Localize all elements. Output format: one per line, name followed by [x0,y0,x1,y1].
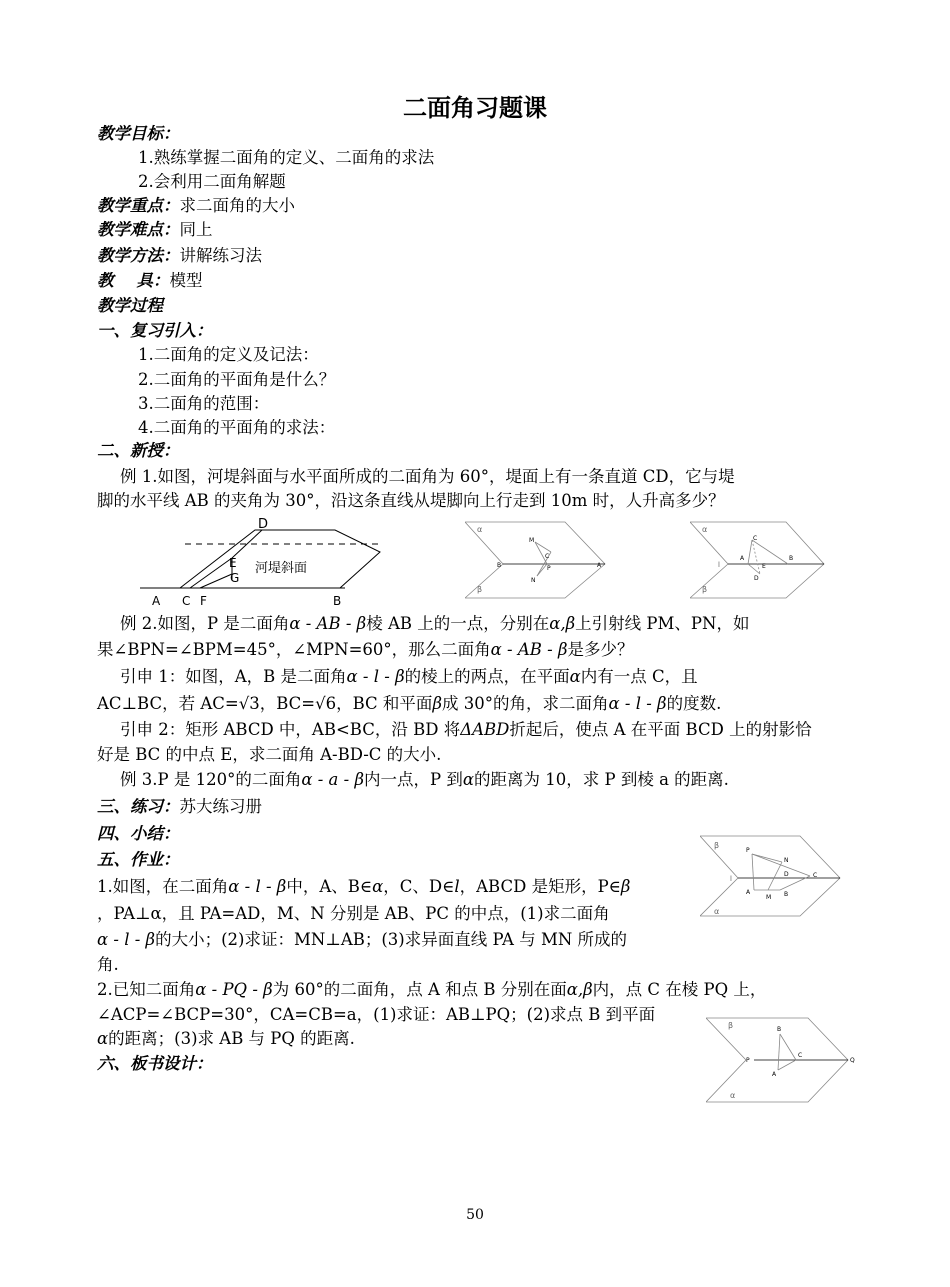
ext1-text-5: 成 30°的角，求二面角 [441,694,609,713]
fig2-label-beta: β [477,585,483,594]
difficulty-label: 教学难点： [97,220,180,239]
fig1-label-g: G [230,571,240,585]
homework-2-line-3 [97,1028,355,1050]
ext2-math-1: ΔABD [460,720,510,739]
fig3-label-c: C [753,535,758,542]
fig2-label-c: C [545,553,550,560]
section-4-label: 四、小结： [97,824,180,843]
ex3-text-3: 的距离为 10，求 P 到棱 a 的距离. [474,770,729,789]
page-number: 50 [466,1207,484,1223]
ext1-math-3: β [432,694,442,713]
focus-label: 教学重点： [97,196,180,215]
hw1-math-2: α [372,877,384,896]
extension-2-line-1 [120,719,812,741]
ex2-text-5: 是多少？ [567,640,634,659]
ext1-text-4: AC⊥BC，若 AC=√3，BC=√6，BC 和平面 [97,694,433,713]
objectives-label: 教学目标： [97,124,180,143]
tools-label: 教 具： [97,271,170,290]
review-2: 2.二面角的平面角是什么？ [138,370,336,389]
hw2-math-1: α - PQ - β [195,980,273,999]
fig3-label-alpha: α [702,525,708,534]
fig4-label-n: N [784,857,789,864]
hw2-math-2: α,β [566,980,593,999]
homework-1-line-3 [97,929,627,951]
fig1-label-e: E [229,556,237,570]
hw2-text-4: 的距离；(3)求 AB 与 PQ 的距离. [108,1029,355,1048]
ext1-text-6: 的度数. [666,694,722,713]
fig3-label-l: l [718,561,720,569]
figure-homework-2 [706,1014,856,1104]
section-3-label: 三、练习： [97,797,180,816]
fig2-label-alpha: α [477,525,483,534]
difficulty-text: 同上 [179,220,213,239]
ext1-text-1: 引申 1：如图，A，B 是二面角 [120,667,347,686]
homework-2-line-2: ∠ACP=∠BCP=30°，CA=CB=a，(1)求证：AB⊥PQ；(2)求点 B 到平面 [97,1005,656,1024]
hw1-math-4: β [620,877,631,896]
hw1-math-3: l [454,877,460,896]
fig4-label-alpha: α [714,907,720,916]
focus-line [97,195,295,217]
fig5-label-beta: β [728,1021,734,1030]
fig2-label-a: A [597,562,602,569]
ext1-text-3: 内有一点 C，且 [580,667,698,686]
hw1-math-5: α - l - β [97,930,156,949]
objective-1: 1.熟练掌握二面角的定义、二面角的求法 [138,148,435,167]
hw1-math-1: α - l - β [228,877,287,896]
figure-dihedral-extension [690,518,830,600]
ex2-text-1: 例 2.如图，P 是二面角 [120,614,290,633]
figure-embankment [140,512,390,608]
hw1-text-1: 1.如图，在二面角 [97,877,229,896]
method-text: 讲解练习法 [179,246,262,265]
hw1-text-4: ，ABCD 是矩形，P∈ [459,877,621,896]
section-2-label: 二、新授： [97,441,180,460]
fig1-label-a: A [152,594,161,608]
ex2-math-3: α - AB - β [490,640,568,659]
example-2-line-1 [120,613,749,635]
page-title: 二面角习题课 [403,94,547,122]
homework-1-line-4: 角. [97,955,119,974]
fig4-label-b: B [784,891,789,898]
ext1-text-2: 的棱上的两点，在平面 [404,667,570,686]
example-1-line-2: 脚的水平线 AB 的夹角为 30°，沿这条直线从堤脚向上行走到 10m 时，人升高多少？ [97,491,725,510]
hw1-text-3: ，C、D∈ [383,877,455,896]
fig2-label-b: B [497,562,502,569]
process-label: 教学过程 [97,296,163,315]
ext2-text-2: 折起后，使点 A 在平面 BCD 上的射影恰 [509,720,812,739]
ex2-math-2: α,β [549,614,576,633]
example-3-line [120,769,729,791]
homework-1-line-2: ，PA⊥α，且 PA=AD，M、N 分别是 AB、PC 的中点，(1)求二面角 [97,904,610,923]
fig4-label-c: C [813,872,818,879]
fig2-label-n: N [531,577,536,584]
ex3-math-1: α - a - β [301,770,364,789]
ex2-text-3: 上引射线 PM、PN，如 [575,614,750,633]
ext2-text-1: 引申 2：矩形 ABCD 中，AB<BC，沿 BD 将 [120,720,461,739]
extension-2-line-2: 好是 BC 的中点 E，求二面角 A-BD-C 的大小. [97,745,442,764]
method-label: 教学方法： [97,246,180,265]
fig3-label-d: D [754,575,759,582]
review-3: 3.二面角的范围： [138,394,270,413]
ex3-math-2: α [462,770,474,789]
review-1: 1.二面角的定义及记法： [138,345,319,364]
hw1-text-2: 中，A、B∈ [286,877,373,896]
fig3-label-a: A [740,555,745,562]
homework-2-line-1 [97,979,766,1001]
section-5-label: 五、作业： [97,850,180,869]
tools-text: 模型 [169,271,203,290]
fig1-label-c: C [182,594,191,608]
fig1-label-b: B [333,594,342,608]
ex2-text-2: 棱 AB 上的一点，分别在 [366,614,550,633]
fig3-label-beta: β [702,585,708,594]
objectives-line [97,123,180,145]
fig5-label-b: B [777,1026,782,1033]
method-line [97,245,262,267]
section-1-label: 一、复习引入： [97,321,213,340]
tools-line [97,270,202,292]
fig5-label-alpha: α [730,1091,736,1100]
fig4-label-l: l [730,875,732,883]
section-6-label: 六、板书设计： [97,1054,213,1073]
hw2-math-3: α [97,1029,109,1048]
hw2-text-1: 2.已知二面角 [97,980,196,999]
fig4-label-beta: β [714,841,720,850]
ext1-math-1: α - l - β [346,667,405,686]
fig1-caption: 河堤斜面 [255,561,308,576]
figure-homework-1 [700,832,850,918]
fig2-label-m: M [529,537,535,544]
extension-1-line-2 [97,693,721,715]
ex2-math-1: α - AB - β [289,614,367,633]
section-3-line [97,796,262,818]
ex3-text-1: 例 3.P 是 120°的二面角 [120,770,302,789]
section-3-text: 苏大练习册 [179,797,262,816]
figure-dihedral-rays [465,518,615,600]
fig2-label-p: P [547,565,551,572]
hw2-text-3: 内，点 C 在棱 PQ 上， [592,980,767,999]
fig5-label-a: A [772,1071,777,1078]
fig4-label-d: D [784,871,789,878]
ex3-text-2: 内一点，P 到 [363,770,463,789]
fig5-label-p: P [746,1057,750,1064]
example-1-line-1: 例 1.如图，河堤斜面与水平面所成的二面角为 60°，堤面上有一条直道 CD，它与堤 [120,467,735,486]
fig5-label-q: Q [850,1057,855,1064]
fig1-label-d: D [258,517,269,532]
fig5-label-c: C [798,1052,803,1059]
extension-1-line-1 [120,666,698,688]
fig4-label-m: M [766,894,772,901]
fig3-label-b: B [789,555,794,562]
fig4-label-p: P [746,847,750,854]
objective-2: 2.会利用二面角解题 [138,172,286,191]
ex2-text-4: 果∠BPN=∠BPM=45°，∠MPN=60°，那么二面角 [97,640,491,659]
example-2-line-2 [97,639,634,661]
difficulty-line [97,219,213,241]
ext1-math-2: α [569,667,581,686]
fig1-label-f: F [200,594,207,608]
ext1-math-4: α - l - β [608,694,667,713]
fig4-label-a: A [746,889,751,896]
focus-text: 求二面角的大小 [179,196,295,215]
review-4: 4.二面角的平面角的求法： [138,418,336,437]
fig3-label-e: E [762,563,766,570]
hw2-text-2: 为 60°的二面角，点 A 和点 B 分别在面 [272,980,567,999]
homework-1-line-1 [97,876,630,898]
hw1-text-5: 的大小；(2)求证：MN⊥AB；(3)求异面直线 PA 与 MN 所成的 [155,930,628,949]
